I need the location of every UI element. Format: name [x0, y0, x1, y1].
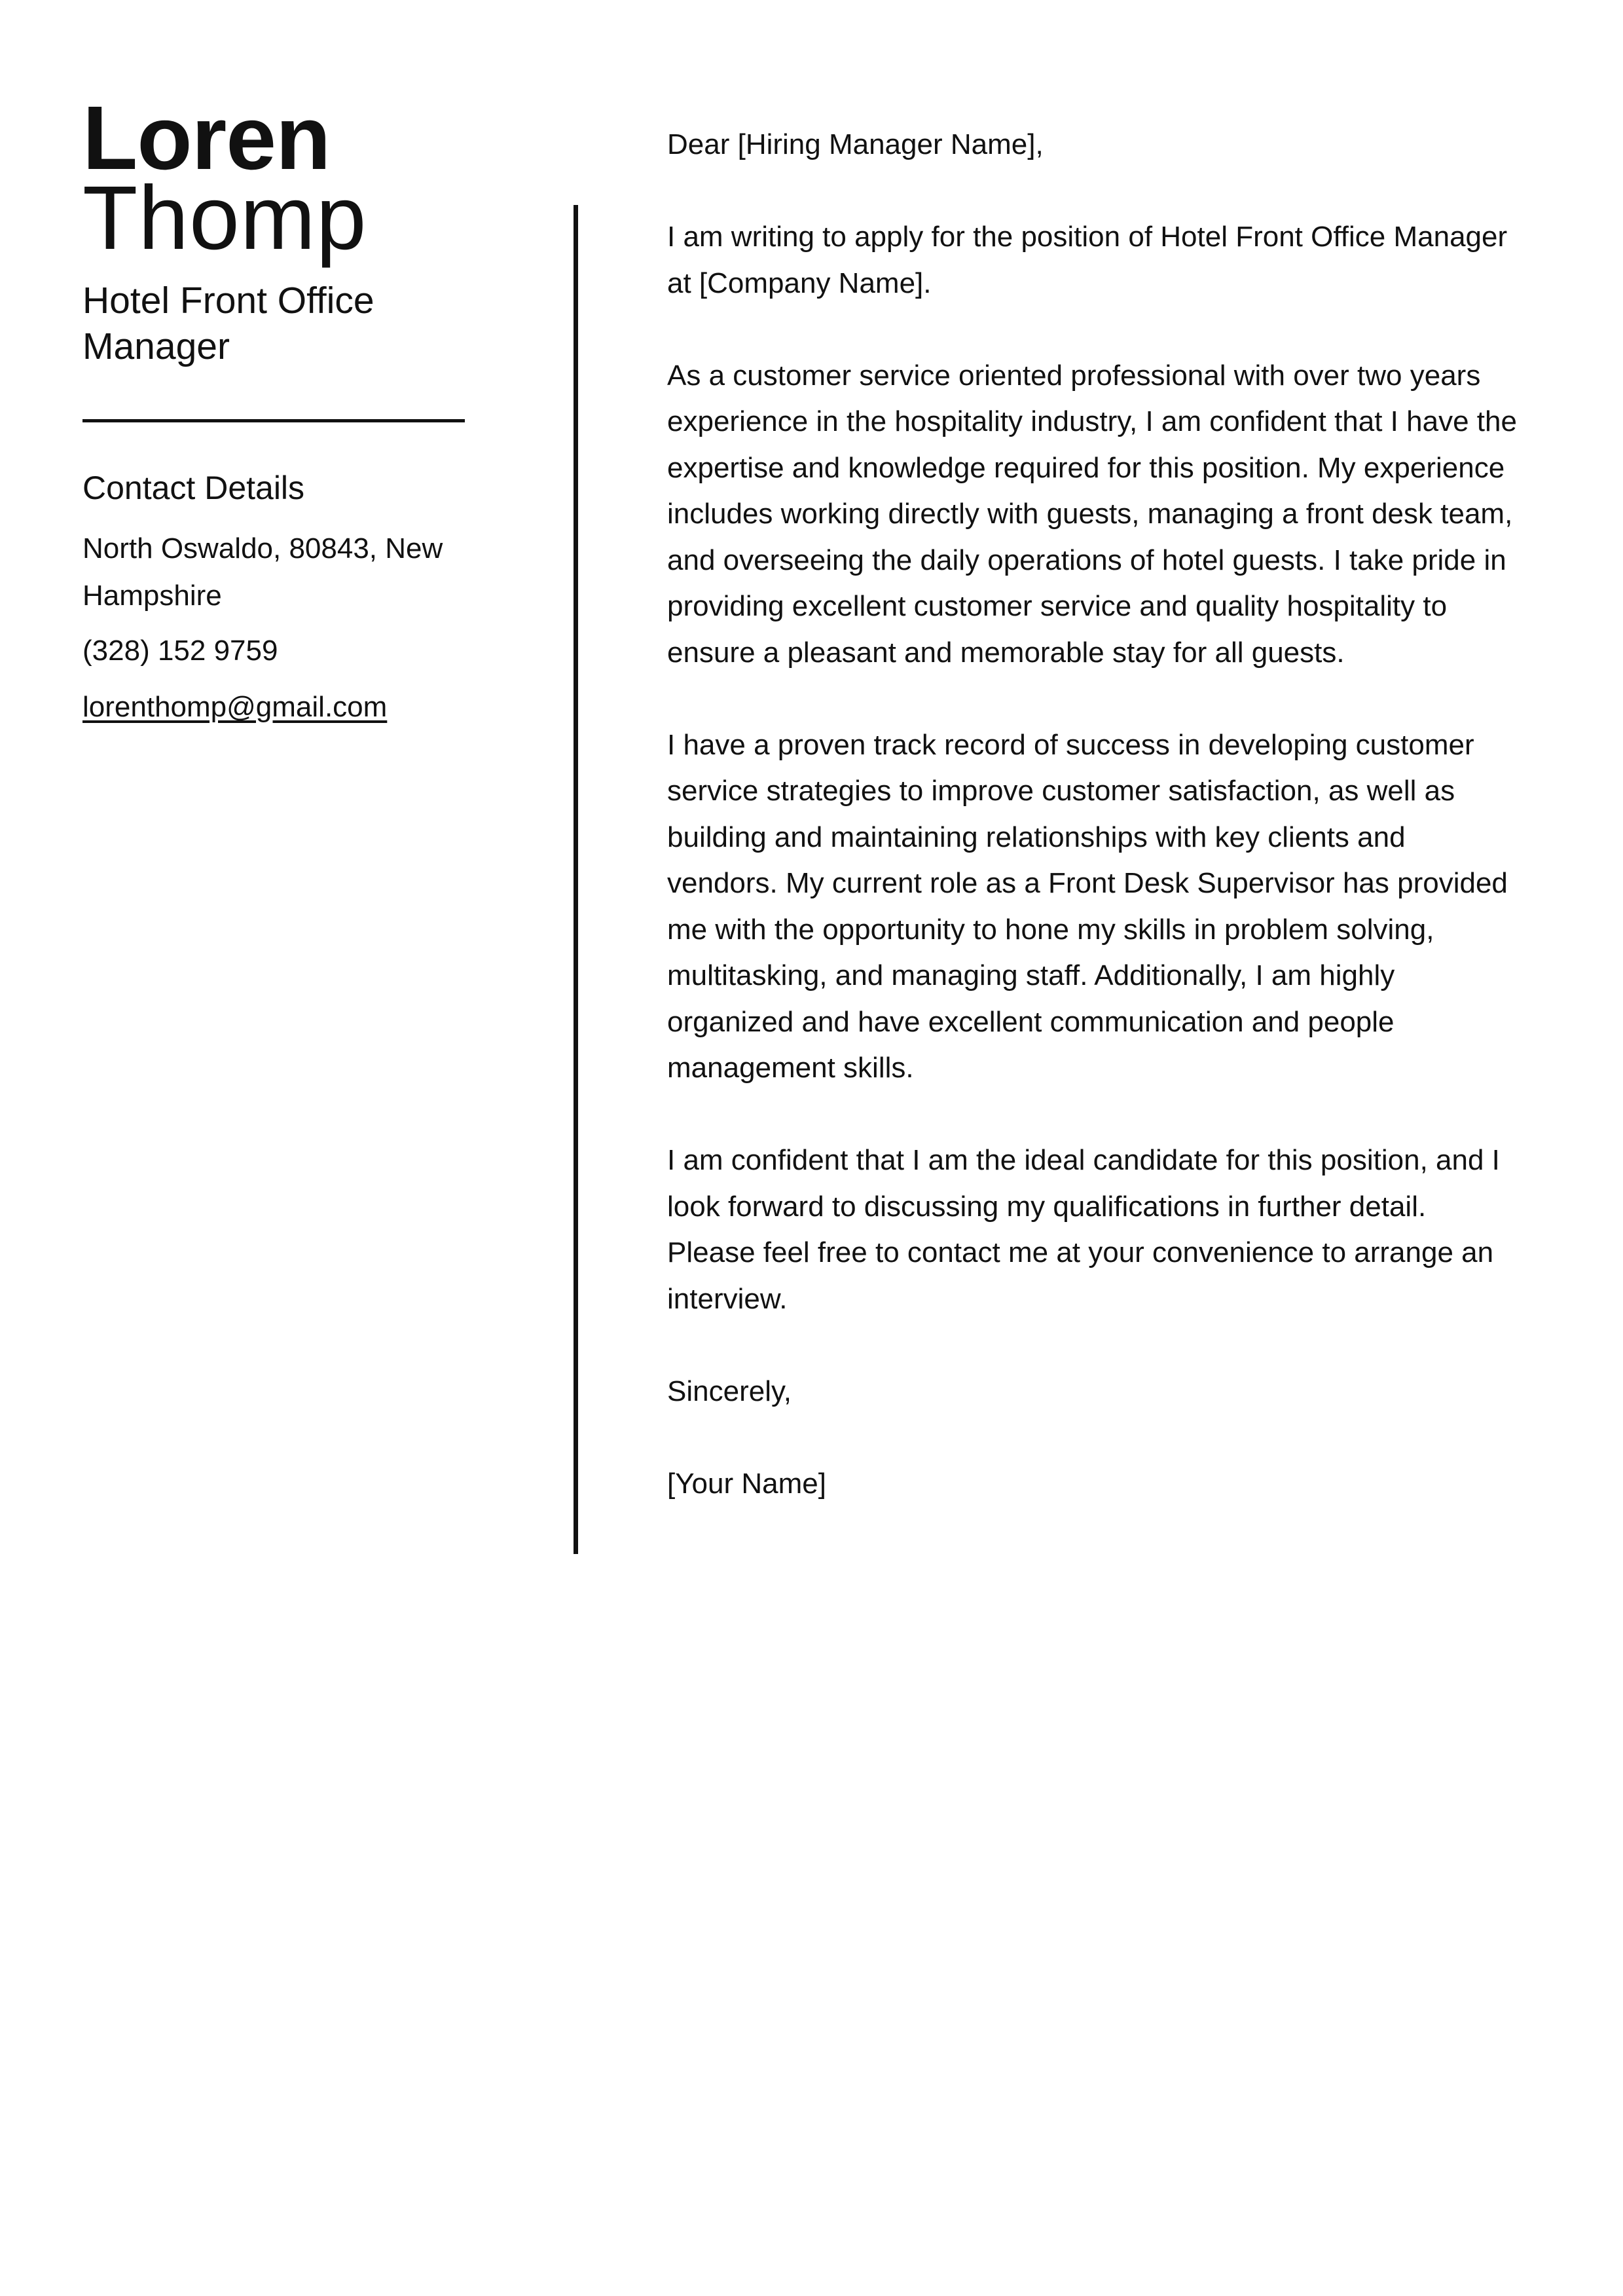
letter-closing: Sincerely, — [667, 1375, 792, 1407]
last-name: Thomp — [82, 168, 367, 268]
letter-paragraph: As a customer service oriented professional with over two years experience in the hospitality industry, I am confident that I have the expertise and knowledge required for this position. My experience includes working directly with guests, managing a front desk team, and overseeing the daily operations of hotel guests. I take pride in providing excellent customer service and quality hospitality to ensure a pleasant and memorable stay for all guests. — [667, 359, 1517, 669]
letter-salutation: Dear [Hiring Manager Name], — [667, 128, 1044, 160]
sidebar — [82, 88, 475, 723]
sidebar-divider — [82, 419, 465, 422]
contact-phone: (328) 152 9759 — [82, 635, 278, 667]
letter-paragraph: I am confident that I am the ideal candidate for this position, and I look forward to discussing my qualifications in further detail. Please feel free to contact me at your convenience to arrange an interview. — [667, 1144, 1500, 1315]
letter-signature: [Your Name] — [667, 1467, 826, 1500]
column-divider — [574, 205, 578, 1554]
letter-body — [667, 122, 1522, 1553]
contact-email-link[interactable]: lorenthomp@gmail.com — [82, 691, 388, 723]
letter-paragraph: I am writing to apply for the position of Hotel Front Office Manager at [Company Name]. — [667, 221, 1508, 299]
job-title: Hotel Front Office Manager — [82, 280, 374, 367]
contact-address: North Oswaldo, 80843, New Hampshire — [82, 532, 443, 612]
first-name: Loren — [82, 88, 331, 189]
contact-heading: Contact Details — [82, 470, 305, 506]
letter-paragraph: I have a proven track record of success in developing customer service strategies to improve customer satisfaction, as well as building and maintaining relationships with key clients and vendors. My current role as a Front Desk Supervisor has provided me with the opportunity to hone my skills in problem solving, multitasking, and managing staff. Additionally, I am highly organized and have excellent communication and people management skills. — [667, 728, 1508, 1084]
